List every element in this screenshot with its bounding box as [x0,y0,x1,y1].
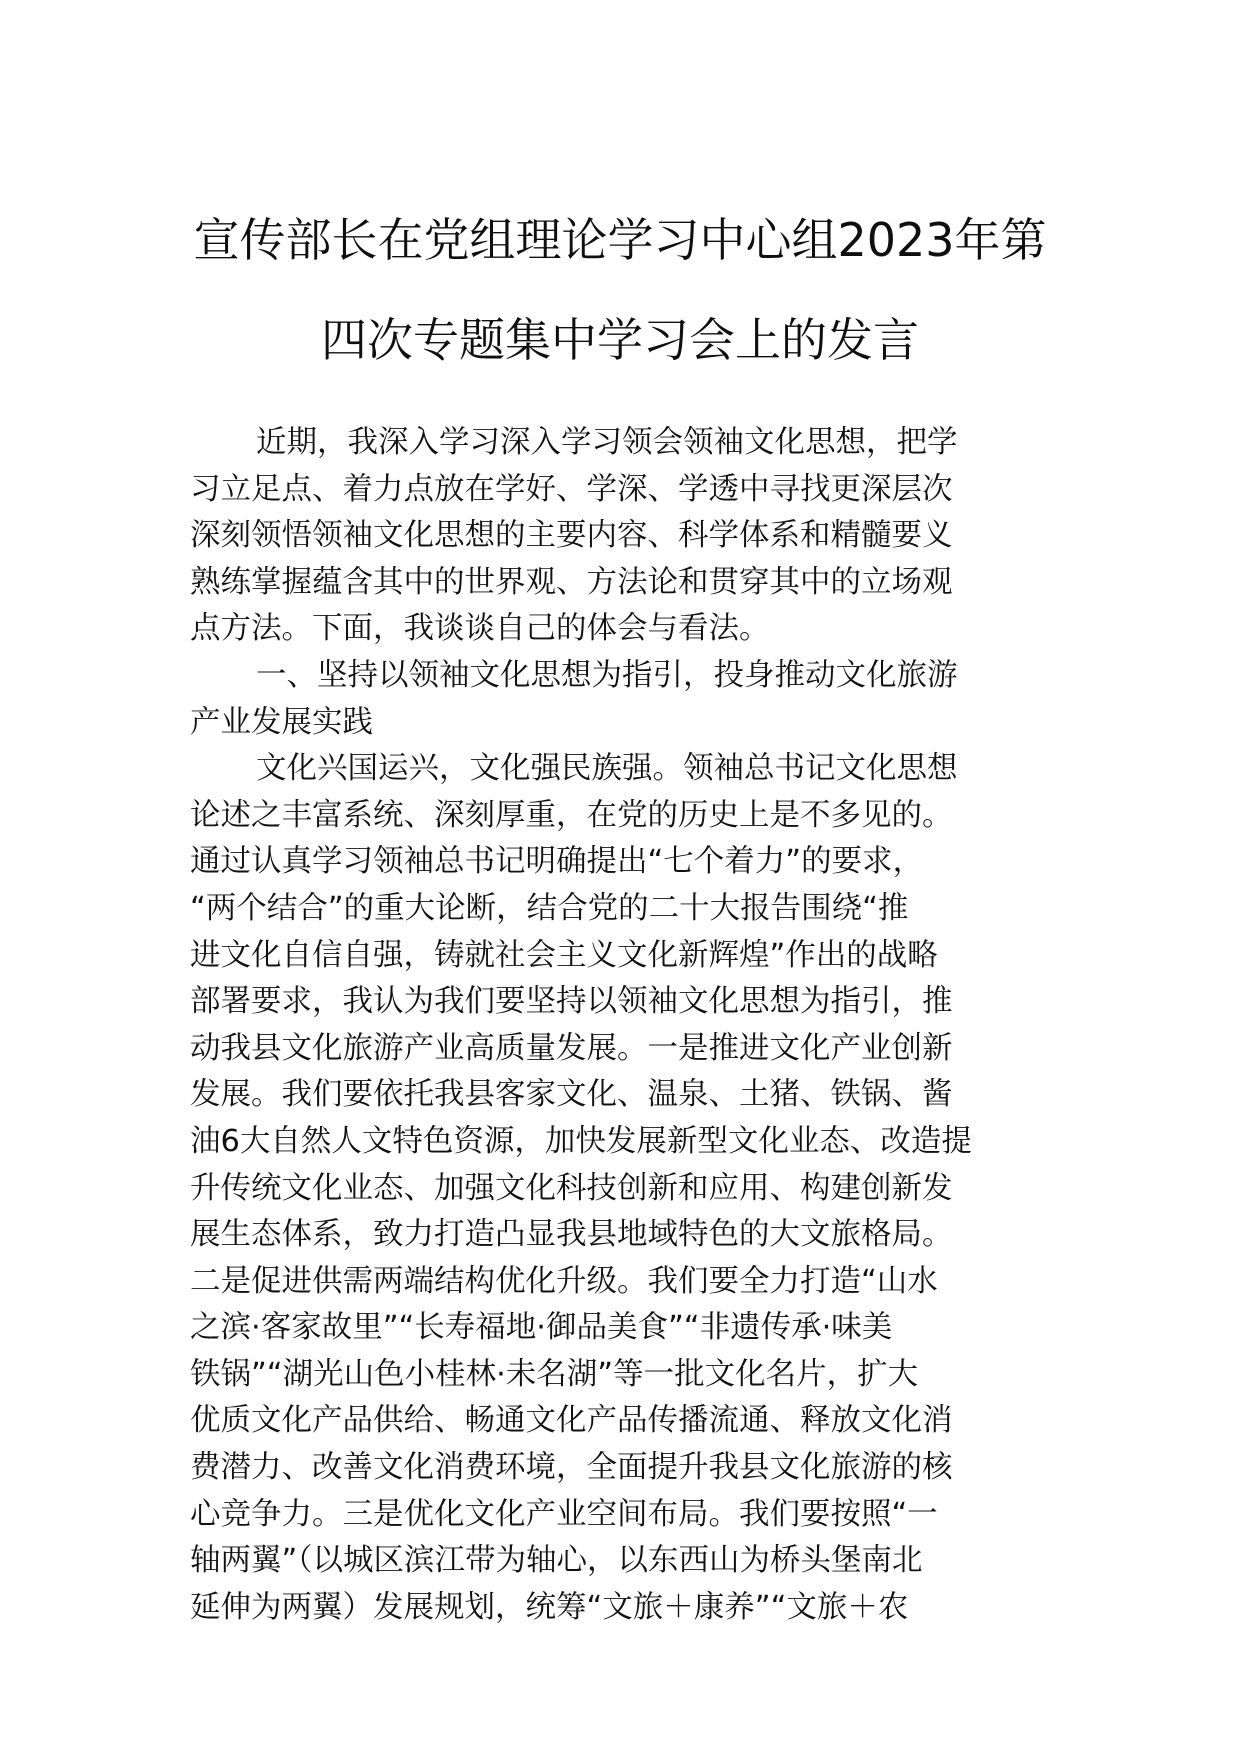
body-line: 熟练掌握蕴含其中的世界观、方法论和贯穿其中的立场观 [190,564,953,600]
body-line: 展生态体系，致力打造凸显我县地域特色的大文旅格局。 [190,1217,953,1253]
title-line-2: 四次专题集中学习会上的发言 [321,313,919,367]
body-line: 通过认真学习领袖总书记明确提出“七个着力”的要求， [190,844,924,880]
body-line: 文化兴国运兴，文化强民族强。领袖总书记文化思想 [256,751,958,787]
body-line: 费潜力、改善文化消费环境，全面提升我县文化旅游的核 [190,1450,953,1486]
body-line: 近期，我深入学习深入学习领会领袖文化思想，把学 [256,425,958,460]
body-line: 深刻领悟领袖文化思想的主要内容、科学体系和精髓要义 [190,518,953,554]
body-line: 部署要求，我认为我们要坚持以领袖文化思想为指引，推 [190,984,953,1020]
body-line: 优质文化产品供给、畅通文化产品传播流通、释放文化消 [190,1403,953,1439]
body-line: “两个结合”的重大论断，结合党的二十大报告围绕“推 [190,890,909,926]
body-line: 二是促进供需两端结构优化升级。我们要全力打造“山水 [190,1263,938,1299]
body-line: 油6大自然人文特色资源，加快发展新型文化业态、改造提 [190,1123,972,1159]
body-line: 铁锅”“湖光山色小桂林·未名湖”等一批文化名片，扩大 [190,1356,919,1392]
body-line: 论述之丰富系统、深刻厚重，在党的历史上是不多见的。 [190,797,953,833]
body-line: 产业发展实践 [190,704,373,740]
body-line: 之滨·客家故里”“长寿福地·御品美食”“非遗传承·味美 [190,1310,893,1346]
body-line: 延伸为两翼）发展规划，统筹“文旅＋康养”“文旅＋农 [190,1589,909,1625]
document-title [140,190,1100,390]
title-line-1: 宣传部长在党组理论学习中心组2023年第 [193,213,1047,267]
body-line: 进文化自信自强，铸就社会主义文化新辉煌”作出的战略 [190,937,938,973]
body-line: 轴两翼”（以城区滨江带为轴心，以东西山为桥头堡南北 [190,1543,923,1579]
document-body [190,420,1050,1631]
body-line: 心竞争力。三是优化文化产业空间布局。我们要按照“一 [190,1496,938,1532]
body-line: 一、坚持以领袖文化思想为指引，投身推动文化旅游 [256,657,958,693]
body-line: 升传统文化业态、加强文化科技创新和应用、构建创新发 [190,1170,953,1206]
body-line: 点方法。下面，我谈谈自己的体会与看法。 [190,611,770,647]
body-line: 习立足点、着力点放在学好、学深、学透中寻找更深层次 [190,471,953,507]
body-line: 发展。我们要依托我县客家文化、温泉、土猪、铁锅、酱 [190,1077,953,1113]
body-line: 动我县文化旅游产业高质量发展。一是推进文化产业创新 [190,1030,953,1066]
